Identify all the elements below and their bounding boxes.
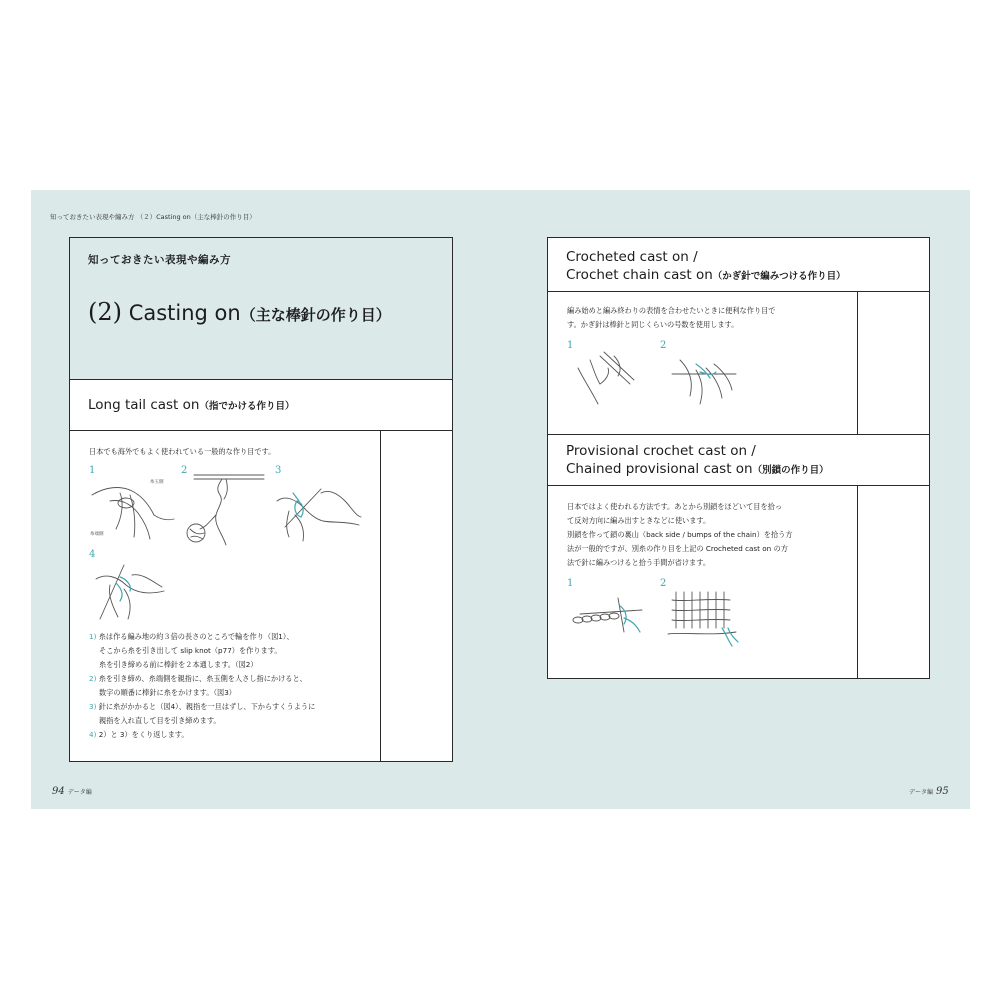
provisional-heading-box (547, 434, 930, 486)
fig-label-2: 2 (660, 578, 667, 589)
step-line: 2) 糸を引き締め、糸端側を親指に、糸玉側を人さし指にかけると、 (89, 674, 307, 683)
fig-label-1: 1 (89, 465, 96, 476)
fig-label-4: 4 (89, 549, 96, 560)
hand-loop-illustration-1 (90, 473, 182, 545)
chapter-title-en: Casting on (128, 301, 241, 325)
column-divider (380, 431, 381, 761)
hand-needle-illustration-4 (92, 555, 180, 623)
step-line: 糸を引き締める前に棒針を２本通します。（図2） (99, 660, 258, 669)
long-tail-heading-en: Long tail cast on (88, 397, 200, 413)
label-tail-side: 糸端側 (90, 532, 104, 537)
crocheted-body-box (547, 291, 930, 435)
crocheted-heading-box (547, 237, 930, 292)
fig-label-1: 1 (567, 578, 574, 589)
long-tail-intro: 日本でも海外でもよく使われている一般的な作り目です。 (89, 447, 276, 456)
step-line: そこから糸を引き出して slip knot（p77）を作ります。 (99, 646, 282, 655)
step-line: 数字の順番に棒針に糸をかけます。（図3） (99, 688, 236, 697)
fig-label-3: 3 (275, 465, 282, 476)
crochet-hook-illustration-2 (666, 350, 746, 408)
provisional-body-box (547, 485, 930, 679)
page-number-right (906, 786, 949, 797)
step-line: 3) 針に糸がかかると（図4）、親指を一旦はずし、下からすくうように (89, 702, 316, 711)
crochet-hook-illustration-1 (570, 350, 650, 408)
page-number-95: 95 (936, 786, 949, 797)
crocheted-heading-line2: Crochet chain cast on（かぎ針で編みつける作り目） (566, 267, 846, 283)
provisional-text: 法で針に編みつけると拾う手間が省けます。 (567, 558, 711, 567)
crocheted-text: す。かぎ針は棒針と同じくらいの号数を使用します。 (567, 320, 739, 329)
long-tail-heading-box (69, 379, 453, 431)
crocheted-heading-line1: Crocheted cast on / (566, 249, 698, 265)
column-divider (857, 292, 858, 434)
running-head: 知っておきたい表現や編み方 （２）Casting on（主な棒針の作り目） (50, 213, 256, 221)
chapter-number: (2) (88, 298, 122, 326)
label-ball-side: 糸玉側 (150, 480, 164, 485)
column-divider (857, 486, 858, 678)
provisional-heading-line2: Chained provisional cast on（別鎖の作り目） (566, 461, 829, 477)
step-line: 1) 糸は作る編み地の約３倍の長さのところで輪を作り（図1）、 (89, 632, 294, 641)
knitted-fabric-illustration-2 (666, 588, 746, 648)
step-line: 親指を入れ直して目を引き締めます。 (99, 716, 221, 725)
long-tail-body-box (69, 430, 453, 762)
fig-label-2: 2 (181, 465, 188, 476)
hand-needle-illustration-3 (275, 471, 371, 551)
chapter-title-box (69, 237, 453, 380)
provisional-text: 日本ではよく使われる方法です。あとから別鎖をほどいて目を拾っ (567, 502, 783, 511)
provisional-text: 法が一般的ですが、別糸の作り目を上記の Crocheted cast on の方 (567, 544, 788, 553)
needles-knot-illustration-2 (182, 471, 274, 549)
footer-label-left: データ編 (67, 789, 92, 796)
footer-label-right: データ編 (909, 789, 934, 796)
page-number-left (52, 786, 95, 797)
chain-illustration-1 (570, 592, 650, 642)
long-tail-heading-jp: （指でかける作り目） (199, 401, 295, 412)
chapter-kicker: 知っておきたい表現や編み方 (88, 254, 231, 266)
fig-label-1: 1 (567, 340, 574, 351)
step-line: 4) 2）と 3）をくり返します。 (89, 730, 189, 739)
long-tail-heading (88, 397, 294, 413)
provisional-text: 別鎖を作って鎖の裏山（back side / bumps of the chain）を拾う方 (567, 530, 793, 539)
crocheted-text: 編み始めと編み終わりの表情を合わせたいときに便利な作り目で (567, 306, 776, 315)
crocheted-heading (566, 248, 846, 286)
provisional-text: て反対方向に編み出すときなどに使います。 (567, 516, 711, 525)
provisional-heading (566, 442, 829, 480)
page-number-94: 94 (52, 786, 65, 797)
chapter-title-jp: （主な棒針の作り目） (240, 306, 391, 324)
fig-label-2: 2 (660, 340, 667, 351)
provisional-heading-line1: Provisional crochet cast on / (566, 443, 756, 459)
chapter-title (88, 298, 391, 326)
